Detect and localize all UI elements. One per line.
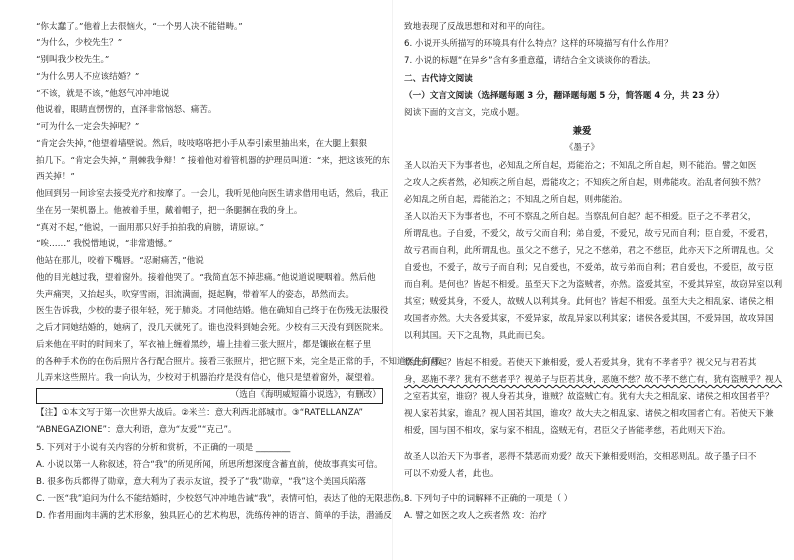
question-8-stem: 8. 下列句子中的词解释不正确的一项是（ ） (404, 494, 573, 504)
question-6: 6. 小说开头所描写的环境具有什么特点？这样的环境描写有什么作用？ (404, 39, 673, 49)
question-8-option-a: A. 譬之如医之攻人之疾者然 攻：治疗 (404, 511, 547, 521)
passage-line: 之室若其室，谁窃？视人身若其身，谁贼？故盗贼亡有。犹有大夫之相乱家、诸侯之相攻国者乎？ (404, 392, 774, 402)
column-divider (392, 0, 393, 560)
passage-line: 所谓乱也。子自爱，不爱父，故亏父而自利；弟自爱，不爱兄，故亏兄而自利；臣自爱，不爱君， (404, 229, 774, 239)
passage-line: 必知乱之所自起，焉能治之；不知乱之所自起，则弗能治。 (404, 195, 628, 205)
section-heading: 二、古代诗文阅读 (404, 74, 473, 84)
note-line: 【注】①本文写于第一次世界大战后。②米兰：意大利西北部城市。③“RATELLANZA” (36, 408, 363, 418)
story-line: “肯定会失掉，”他望着墙壁说。然后，吱吱咯咯把小手从奉引索里抽出来，在大腿上狠狠 (36, 139, 368, 149)
passage-line: 圣人以治天下为事者也，必知乱之所自起，焉能治之；不知乱之所自起，则不能治。譬之如医 (404, 161, 757, 171)
story-line: “唉……” 我悦惜地说，“非常遗憾。” (36, 239, 173, 249)
passage-line: 视人家若其家，谁乱？视人国若其国，谁攻？故大夫之相乱家、诸侯之相攻国者亡有。若使天下兼 (404, 409, 774, 419)
passage-line: 相爱，国与国不相攻，家与家不相乱，盗贼无有，君臣父子皆能孝慈，若此则天下治。 (404, 426, 731, 436)
question-5-option-d: D. 作者用面肉丰满的艺术形象，独具匠心的艺术构思，洗练传神的语言、简单的手法，潜涌反 (36, 511, 392, 521)
passage-line: 可以不劝爱人者，此也。 (404, 469, 499, 479)
story-line: 他回到另一间诊室去接受光疗和按摩了。一会儿，我听见他向医生请求借用电话，然后，我正 (36, 189, 389, 199)
story-line: “为什么，少校先生？” (36, 38, 123, 48)
story-line: “不该，就是不该，”他怒气冲冲地说 (36, 89, 170, 99)
story-line: 之后才同她结婚的，她病了，没几天就死了。谁也没料到她会死。少校有三天没有到医院来。 (36, 323, 389, 333)
story-line: 医生告诉我，少校的妻子很年轻，死于肺炎。才同他结婚。他在确知自己终于在伤残无法服役 (36, 306, 389, 316)
passage-line-underlined: 身，恶施不孝？犹有不慈者乎？视弟子与臣若其身，恶施不慈？故不孝不慈亡有，犹有盗贼乎？视人 (404, 375, 783, 385)
passage-line: 故亏君而自利，此所谓乱也。虽父之不慈子，兄之不慈弟，君之不慈臣，此亦天下之所谓乱也。父 (404, 246, 774, 256)
story-line: 后来他在平时的时间来了，军衣袖上缠着黑纱，墙上挂着三张大照片，都是镶嵌在框子里 (36, 340, 372, 350)
passage-line: 故圣人以治天下为事者，恶得不禁恶而劝爱？故天下兼相爱则治，交相恶则乱。故子墨子曰不 (404, 452, 757, 462)
question-5-option-a: A. 小说以第一人称叙述，符合“我”的所见所闻，所思所想深度含蓄直前，使故事真实可信。 (36, 460, 383, 470)
story-line: 失声痛哭，又抬起头，吹穿雪雨，泪流满面，挺起胸，带着军人的姿态，昂然而去。 (36, 290, 354, 300)
source-citation: （选自《海明威短篇小说选》，有删改） (230, 390, 381, 400)
passage-title: 兼爱 (572, 126, 592, 137)
passage-author: 《墨子》 (564, 143, 600, 153)
story-line: “你太蠢了。”他着上去很恼火，“一个男人决不能错畴。” (36, 22, 243, 32)
question-5-option-b: B. 很多伤兵都得了勋章，意大利为了表示友谊，授予了“我”勋章，“我”这个美国兵陷落 (36, 477, 366, 487)
note-line: “ABNEGAZIONE”：意大利语，意为“友爱”“克己”。 (36, 425, 237, 435)
story-line: 他站在那儿，咬着下嘴唇。“忍耐痛苦，”他说 (36, 256, 204, 266)
story-line: 他说着，眼睛直愣愣的，直泽非常恼怒、痛苦。 (36, 105, 217, 115)
story-line: 的各种手术伤的在伤后照片各行配合照片。接看三张照片，把它照下来，完全是正常的手，不知道医生打哪 (36, 357, 440, 367)
passage-line: 圣人以治天下为事者也，不可不察乱之所自起。当察乱何自起？起不相爱。臣子之不孝君父， (404, 212, 757, 222)
question-5-option-c: C. 一医“我”追问为什么不能结婚时，少校怒气冲冲地告诫“我”，表情可怕，表达了他的无限悲伤。 (36, 494, 410, 504)
passage-line: 其室；贼爱其身，不爱人，故贼人以利其身。此何也？皆起不相爱。虽至大夫之相乱家、诸侯之相 (404, 297, 774, 307)
story-line: “真对不起，”他说，一面用那只好手拍拍我的肩膀，请原谅。” (36, 223, 265, 233)
story-line: 他的目光越过我，望着窗外。接着他哭了。“我简直怎不掉悲痛。”他说道说哽咽着。然后他 (36, 273, 376, 283)
question-5-continuation: 致地表现了反战思想和对和平的向往。 (404, 22, 551, 32)
passage-line: 以利其国。天下之乱物，具此而已矣。 (404, 331, 551, 341)
passage-line: 之攻人之疾者然，必知疾之所自起，焉能攻之；不知疾之所自起，则弗能攻。治乱者何独不然？ (404, 178, 765, 188)
passage-line: 自爱也，不爱子，故亏子而自利；兄自爱也，不爱弟，故亏弟而自利；君自爱也，不爱臣，故亏臣 (404, 263, 774, 273)
story-line: 西关掉！” (36, 172, 75, 182)
story-line: “可为什么一定会失掉呢？” (36, 122, 140, 132)
story-line: “别叫我少校先生。” (36, 55, 110, 65)
story-line: “为什么男人不应该结婚？” (36, 72, 140, 82)
story-line: 拍几下。“肯定会失掉，” 荆棘我争辩！” 接着他对着管机器的护理员叫道：“来，把这该死的东 (36, 156, 390, 166)
reading-instruction: 阅读下面的文言文，完成小题。 (404, 108, 525, 118)
passage-line: 而自利。是何也？皆起不相爱。虽至天下之为盗贼者，亦然。盗爱其室，不爱其异室，故窃异室以利 (404, 280, 783, 290)
passage-line: 察此何自起？皆起不相爱。若使天下兼相爱，爱人若爱其身，犹有不孝者乎？视父兄与君若其 (404, 358, 757, 368)
passage-line: 攻国者亦然。大夫各爱其家，不爱异家，故乱异家以利其家；诸侯各爱其国，不爱异国，故攻异国 (404, 314, 774, 324)
question-5-stem: 5. 下列对于小说有关内容的分析和赏析，不正确的一项是 ________ (36, 443, 291, 453)
subsection-heading: （一）文言文阅读（选择题每题 3 分，翻译题每题 5 分，简答题 4 分，共 23 分） (404, 91, 725, 101)
story-line: 坐在另一架机器上。他被着手里，戴着帽子，把一条腿捆在我的身上。 (36, 206, 303, 216)
question-7: 7. 小说的标题“在异乡”含有多重意蕴，请结合全文谈谈你的看法。 (404, 56, 656, 66)
story-line: 儿弄来这些照片。我一向认为，少校对于机器治疗是没有信心，他只是望着窗外，凝望着。 (36, 373, 380, 383)
